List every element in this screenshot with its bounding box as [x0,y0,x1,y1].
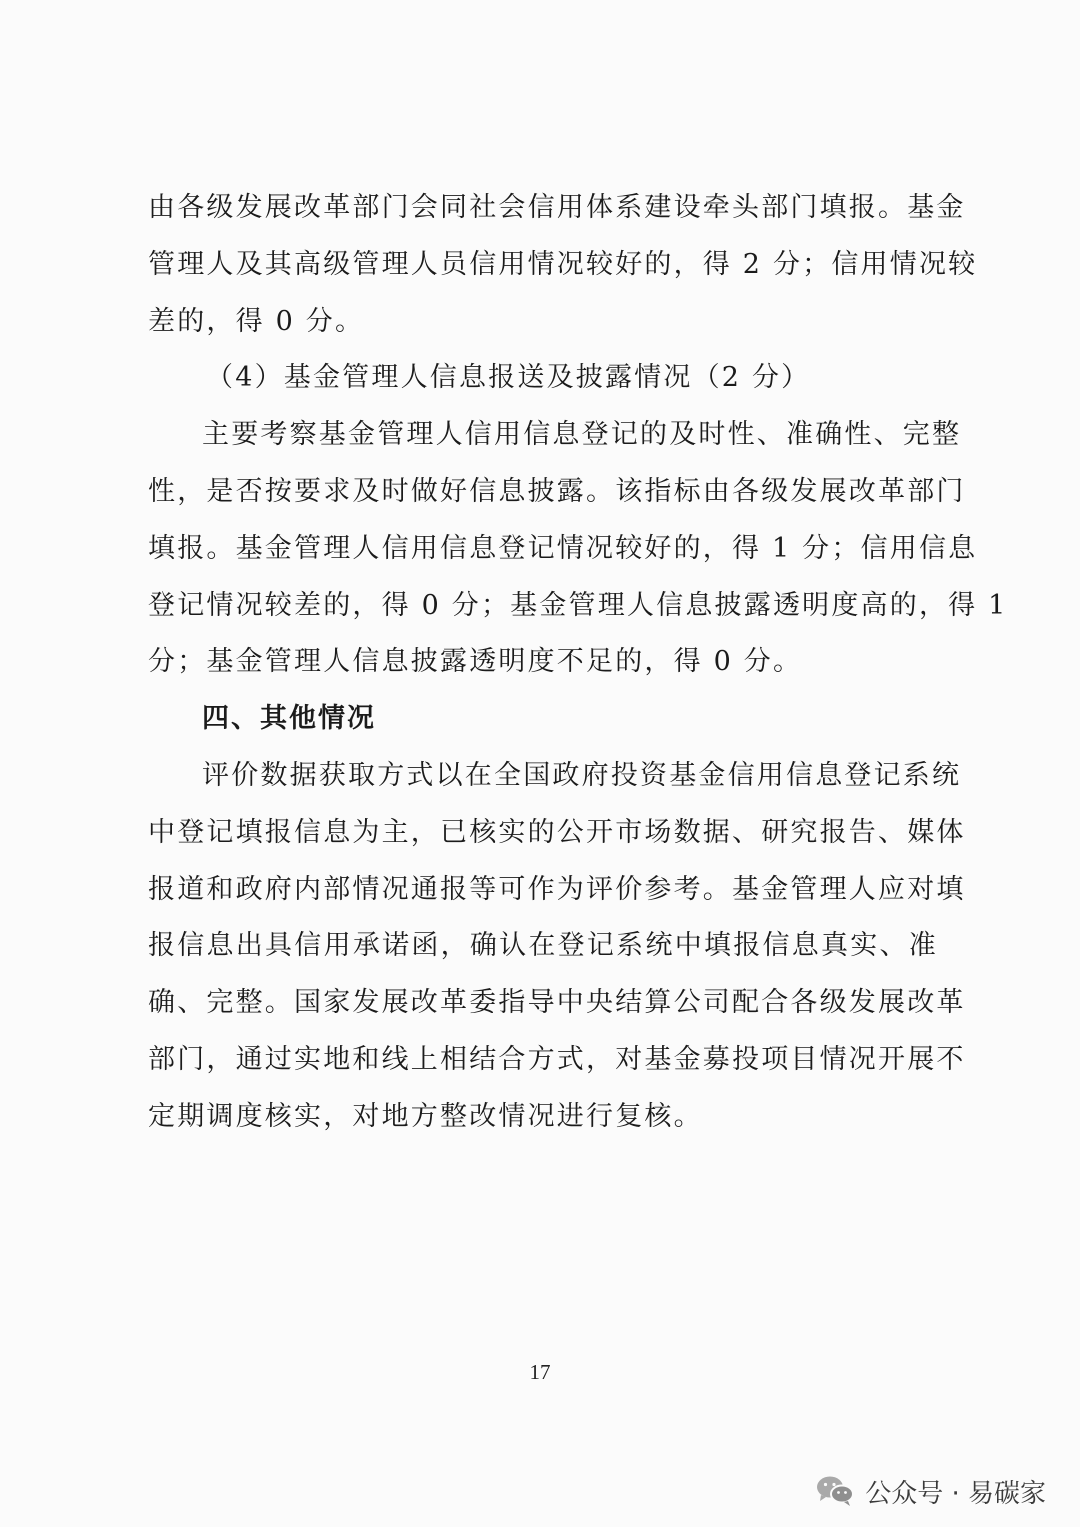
paragraph-line: 登记情况较差的，得 0 分；基金管理人信息披露透明度高的，得 1 [148,589,1008,621]
page-number: 17 [529,1360,551,1384]
watermark-text: 公众号 · 易碳家 [865,1478,1046,1509]
section-heading: 四、其他情况 [202,703,376,735]
paragraph-line: 管理人及其高级管理人员信用情况较好的，得 2 分；信用情况较 [148,248,978,280]
watermark [815,1471,1046,1511]
paragraph-line: 分；基金管理人信息披露透明度不足的，得 0 分。 [148,646,803,678]
paragraph-line: 定期调度核实，对地方整改情况进行复核。 [148,1100,703,1132]
paragraph-line: 报信息出具信用承诺函，确认在登记系统中填报信息真实、准 [148,930,938,962]
paragraph-line: 中登记填报信息为主，已核实的公开市场数据、研究报告、媒体 [148,816,966,848]
paragraph-line: 报道和政府内部情况通报等可作为评价参考。基金管理人应对填 [148,873,966,905]
section-subheading: （4）基金管理人信息报送及披露情况（2 分） [206,362,811,394]
wechat-icon [815,1474,855,1508]
paragraph-line: 部门，通过实地和线上相结合方式，对基金募投项目情况开展不 [148,1043,966,1075]
paragraph-line: 填报。基金管理人信用信息登记情况较好的，得 1 分；信用信息 [148,532,978,564]
paragraph-line: 由各级发展改革部门会同社会信用体系建设牵头部门填报。基金 [148,192,966,223]
paragraph-line: 确、完整。国家发展改革委指导中央结算公司配合各级发展改革 [148,987,966,1019]
paragraph-line: 主要考察基金管理人信用信息登记的及时性、准确性、完整 [202,419,962,451]
paragraph-line: 评价数据获取方式以在全国政府投资基金信用信息登记系统 [202,759,962,791]
paragraph-line: 差的，得 0 分。 [148,305,365,337]
document-body [148,180,1008,1146]
paragraph-line: 性，是否按要求及时做好信息披露。该指标由各级发展改革部门 [148,475,966,507]
